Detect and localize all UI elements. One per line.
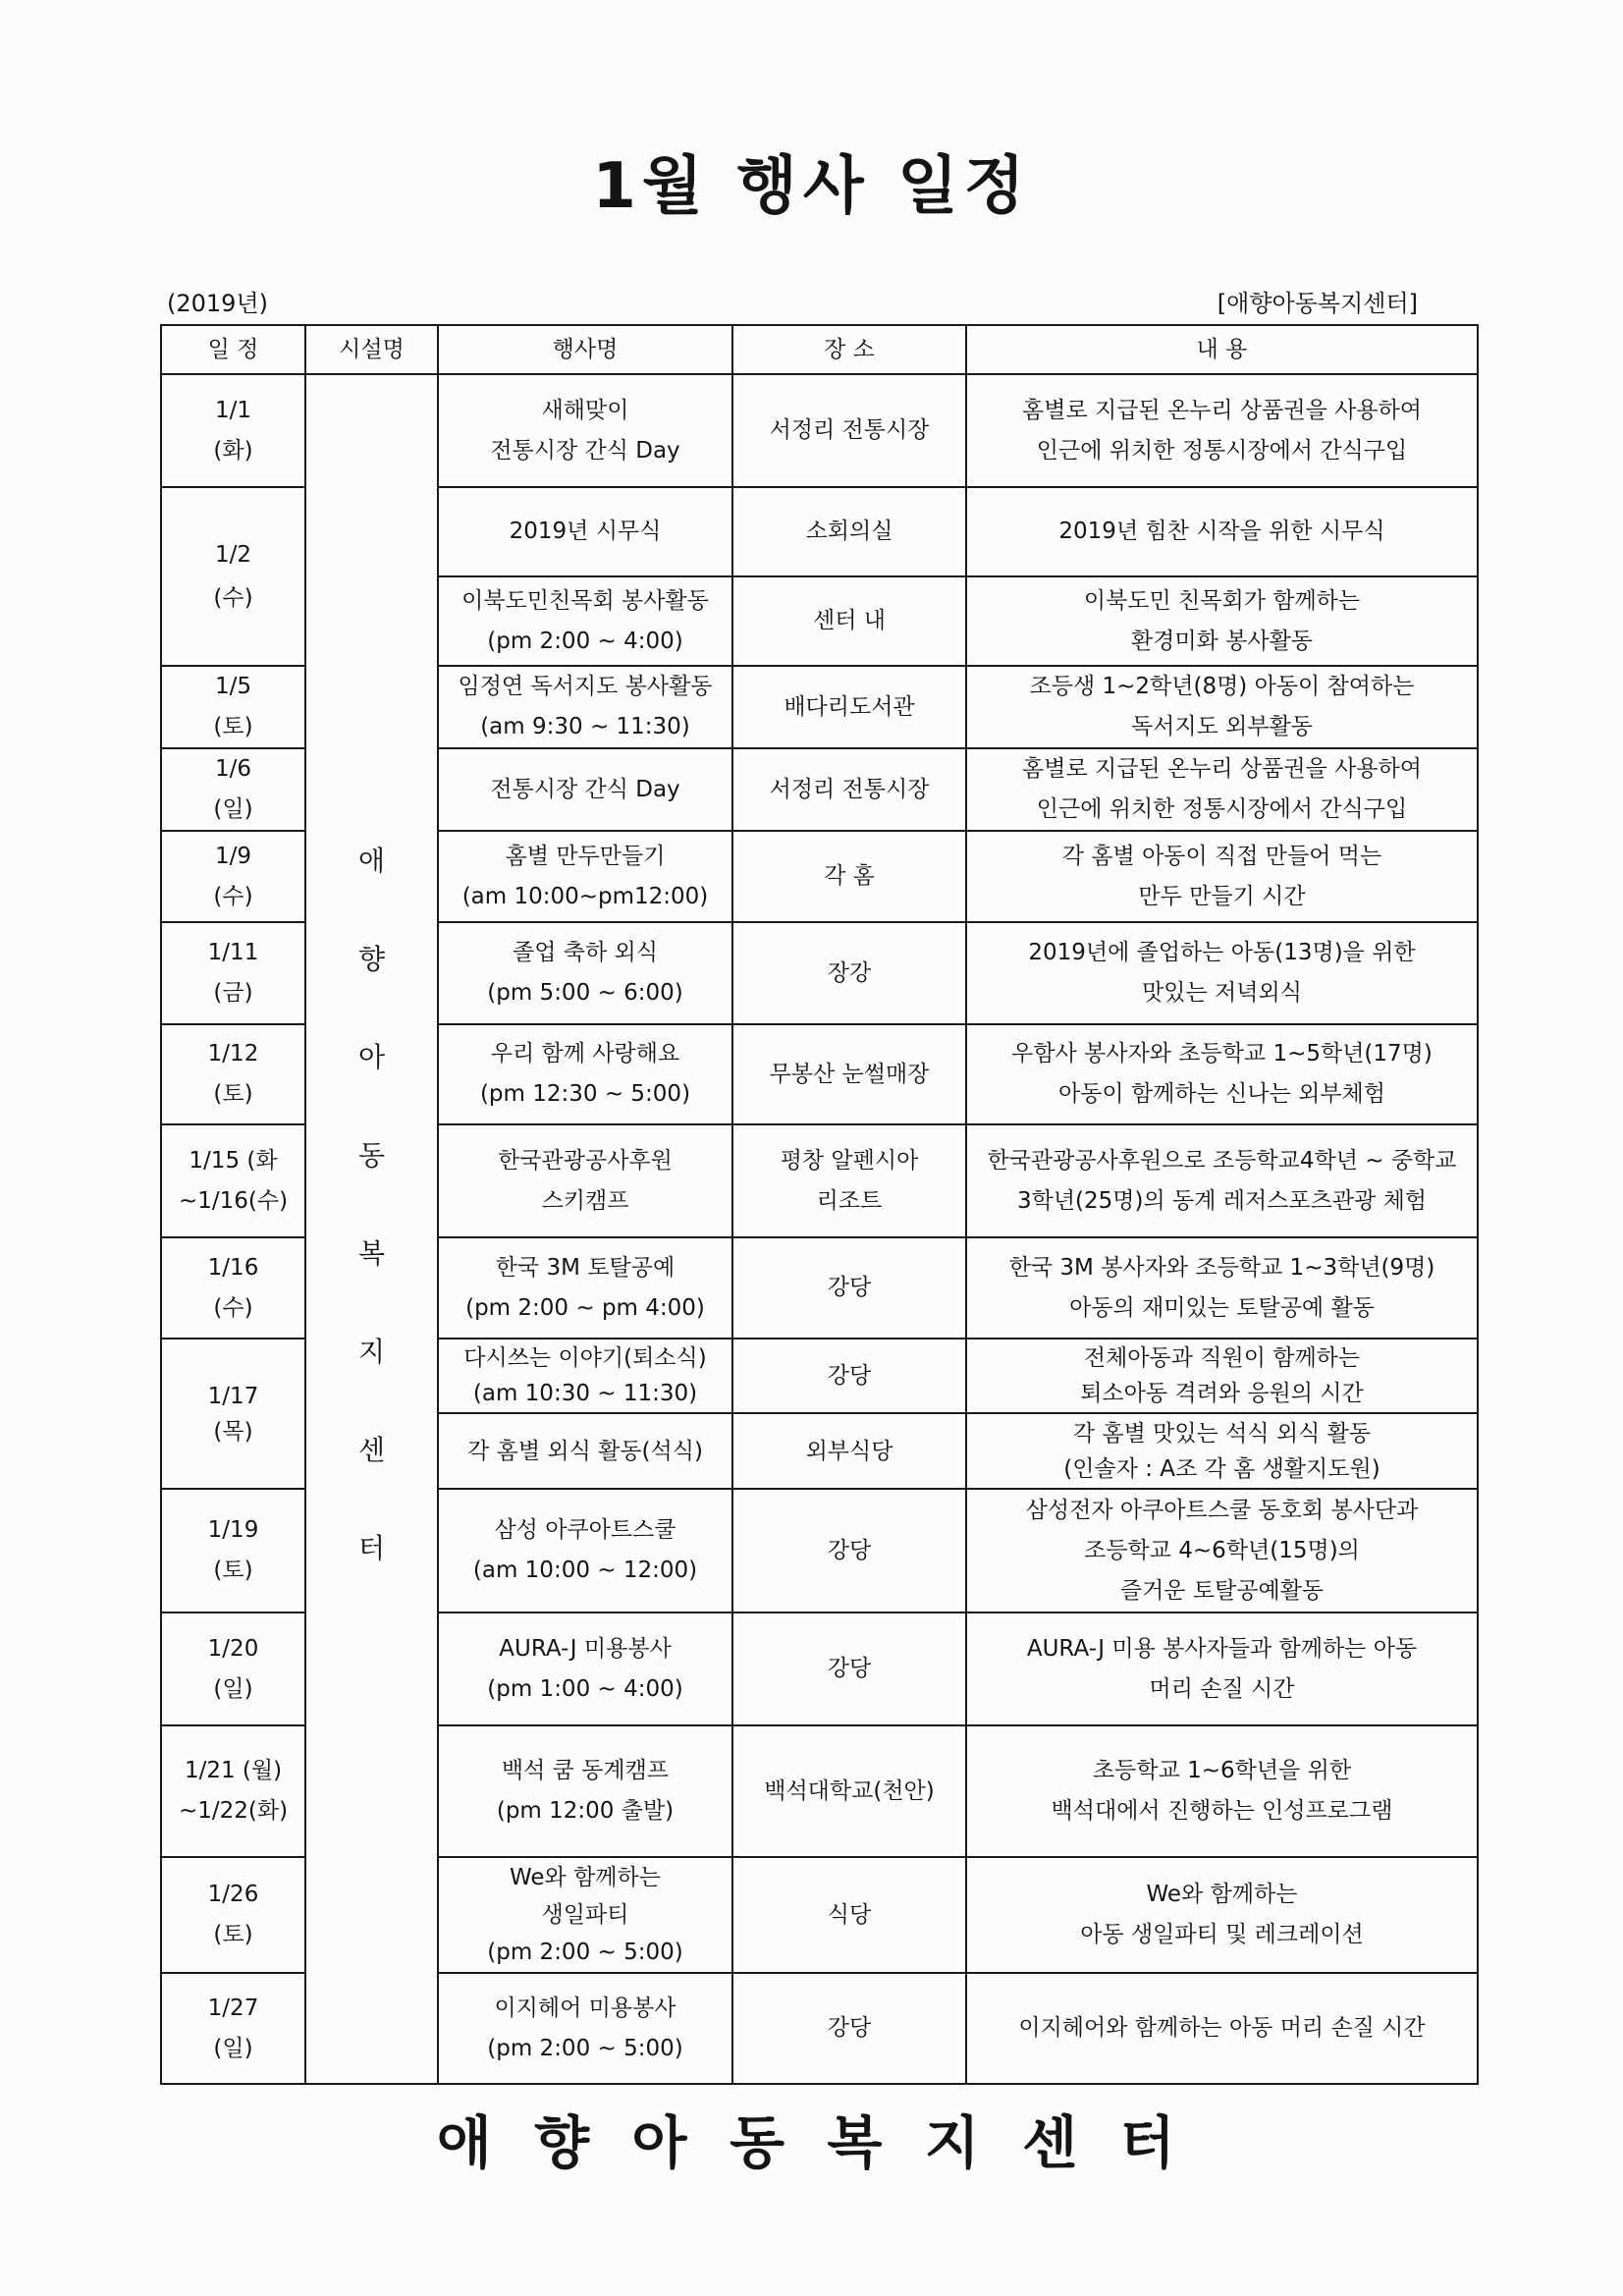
header-facility: 시설명 xyxy=(305,325,438,374)
event-name-cell: 졸업 축하 외식 (pm 5:00 ~ 6:00) xyxy=(438,922,732,1024)
event-name-cell: 삼성 아쿠아트스쿨 (am 10:00 ~ 12:00) xyxy=(438,1489,732,1613)
date-cell: 1/15 (화 ~1/16(수) xyxy=(161,1124,305,1237)
table-row xyxy=(161,374,1478,487)
place-cell: 센터 내 xyxy=(732,576,966,666)
date-cell: 1/16 (수) xyxy=(161,1237,305,1339)
place-cell: 외부식당 xyxy=(732,1413,966,1489)
place-cell: 강당 xyxy=(732,1613,966,1725)
date-cell: 1/5 (토) xyxy=(161,666,305,748)
event-name-cell: 다시쓰는 이야기(퇴소식) (am 10:30 ~ 11:30) xyxy=(438,1339,732,1413)
header-place: 장 소 xyxy=(732,325,966,374)
header-event: 행사명 xyxy=(438,325,732,374)
content-cell: 홈별로 지급된 온누리 상품권을 사용하여 인근에 위치한 정통시장에서 간식구입 xyxy=(966,374,1478,487)
content-cell: 한국 3M 봉사자와 조등학교 1~3학년(9명) 아동의 재미있는 토탈공예 활동 xyxy=(966,1237,1478,1339)
event-name-cell: 한국관광공사후원 스키캠프 xyxy=(438,1124,732,1237)
place-cell: 식당 xyxy=(732,1857,966,1973)
event-name-cell: 이지헤어 미용봉사 (pm 2:00 ~ 5:00) xyxy=(438,1973,732,2084)
place-cell: 서정리 전통시장 xyxy=(732,748,966,831)
place-cell: 배다리도서관 xyxy=(732,666,966,748)
date-cell: 1/21 (월) ~1/22(화) xyxy=(161,1725,305,1857)
place-cell: 소회의실 xyxy=(732,487,966,576)
place-cell: 강당 xyxy=(732,1973,966,2084)
content-cell: 홈별로 지급된 온누리 상품권을 사용하여 인근에 위치한 정통시장에서 간식구입 xyxy=(966,748,1478,831)
date-cell: 1/26 (토) xyxy=(161,1857,305,1973)
content-cell: 전체아동과 직원이 함께하는 퇴소아동 격려와 응원의 시간 xyxy=(966,1339,1478,1413)
date-cell: 1/2 (수) xyxy=(161,487,305,666)
place-cell: 백석대학교(천안) xyxy=(732,1725,966,1857)
year-label: (2019년) xyxy=(167,290,268,317)
facility-cell xyxy=(305,374,438,2084)
date-cell: 1/17 (목) xyxy=(161,1339,305,1489)
event-name-cell: 전통시장 간식 Day xyxy=(438,748,732,831)
content-cell: We와 함께하는 아동 생일파티 및 레크레이션 xyxy=(966,1857,1478,1973)
event-name-cell: AURA-J 미용봉사 (pm 1:00 ~ 4:00) xyxy=(438,1613,732,1725)
content-cell: 초등학교 1~6학년을 위한 백석대에서 진행하는 인성프로그램 xyxy=(966,1725,1478,1857)
header-content: 내 용 xyxy=(966,325,1478,374)
place-cell: 서정리 전통시장 xyxy=(732,374,966,487)
content-cell: AURA-J 미용 봉사자들과 함께하는 아동 머리 손질 시간 xyxy=(966,1613,1478,1725)
event-name-cell: 한국 3M 토탈공예 (pm 2:00 ~ pm 4:00) xyxy=(438,1237,732,1339)
organization-label: [애향아동복지센터] xyxy=(1217,290,1418,317)
event-name-cell: 2019년 시무식 xyxy=(438,487,732,576)
event-name-cell: 각 홈별 외식 활동(석식) xyxy=(438,1413,732,1489)
date-cell: 1/1 (화) xyxy=(161,374,305,487)
content-cell: 조등생 1~2학년(8명) 아동이 참여하는 독서지도 외부활동 xyxy=(966,666,1478,748)
date-cell: 1/27 (일) xyxy=(161,1973,305,2084)
footer-organization-name: 애 향 아 동 복 지 센 터 xyxy=(436,2109,1187,2176)
content-cell: 각 홈별 아동이 직접 만들어 먹는 만두 만들기 시간 xyxy=(966,831,1478,922)
date-cell: 1/6 (일) xyxy=(161,748,305,831)
content-cell: 한국관광공사후원으로 조등학교4학년 ~ 중학교 3학년(25명)의 동계 레저스포츠관광 체험 xyxy=(966,1124,1478,1237)
place-cell: 장강 xyxy=(732,922,966,1024)
place-cell: 강당 xyxy=(732,1237,966,1339)
event-name-cell: 백석 쿰 동계캠프 (pm 12:00 출발) xyxy=(438,1725,732,1857)
place-cell: 각 홈 xyxy=(732,831,966,922)
page-title: 1월 행사 일정 xyxy=(592,150,1031,223)
header-row xyxy=(161,325,1478,374)
content-cell: 우함사 봉사자와 초등학교 1~5학년(17명) 아동이 함께하는 신나는 외부체험 xyxy=(966,1024,1478,1124)
content-cell: 삼성전자 아쿠아트스쿨 동호회 봉사단과 조등학교 4~6학년(15명)의 즐거운 토탈공예활동 xyxy=(966,1489,1478,1613)
date-cell: 1/12 (토) xyxy=(161,1024,305,1124)
schedule-table xyxy=(160,324,1479,2085)
content-cell: 이북도민 친목회가 함께하는 환경미화 봉사활동 xyxy=(966,576,1478,666)
event-name-cell: We와 함께하는 생일파티 (pm 2:00 ~ 5:00) xyxy=(438,1857,732,1973)
date-cell: 1/11 (금) xyxy=(161,922,305,1024)
event-name-cell: 우리 함께 사랑해요 (pm 12:30 ~ 5:00) xyxy=(438,1024,732,1124)
event-name-cell: 이북도민친목회 봉사활동 (pm 2:00 ~ 4:00) xyxy=(438,576,732,666)
content-cell: 2019년 힘찬 시작을 위한 시무식 xyxy=(966,487,1478,576)
content-cell: 2019년에 졸업하는 아동(13명)을 위한 맛있는 저녁외식 xyxy=(966,922,1478,1024)
date-cell: 1/9 (수) xyxy=(161,831,305,922)
facility-name: 애 향 아 동 복 지 센 터 xyxy=(357,844,386,1564)
place-cell: 무봉산 눈썰매장 xyxy=(732,1024,966,1124)
date-cell: 1/19 (토) xyxy=(161,1489,305,1613)
event-name-cell: 홈별 만두만들기 (am 10:00~pm12:00) xyxy=(438,831,732,922)
place-cell: 강당 xyxy=(732,1339,966,1413)
content-cell: 이지헤어와 함께하는 아동 머리 손질 시간 xyxy=(966,1973,1478,2084)
event-name-cell: 임정연 독서지도 봉사활동 (am 9:30 ~ 11:30) xyxy=(438,666,732,748)
event-name-cell: 새해맞이 전통시장 간식 Day xyxy=(438,374,732,487)
content-cell: 각 홈별 맛있는 석식 외식 활동 (인솔자 : A조 각 홈 생활지도원) xyxy=(966,1413,1478,1489)
place-cell: 평창 알펜시아 리조트 xyxy=(732,1124,966,1237)
date-cell: 1/20 (일) xyxy=(161,1613,305,1725)
place-cell: 강당 xyxy=(732,1489,966,1613)
header-date: 일 정 xyxy=(161,325,305,374)
